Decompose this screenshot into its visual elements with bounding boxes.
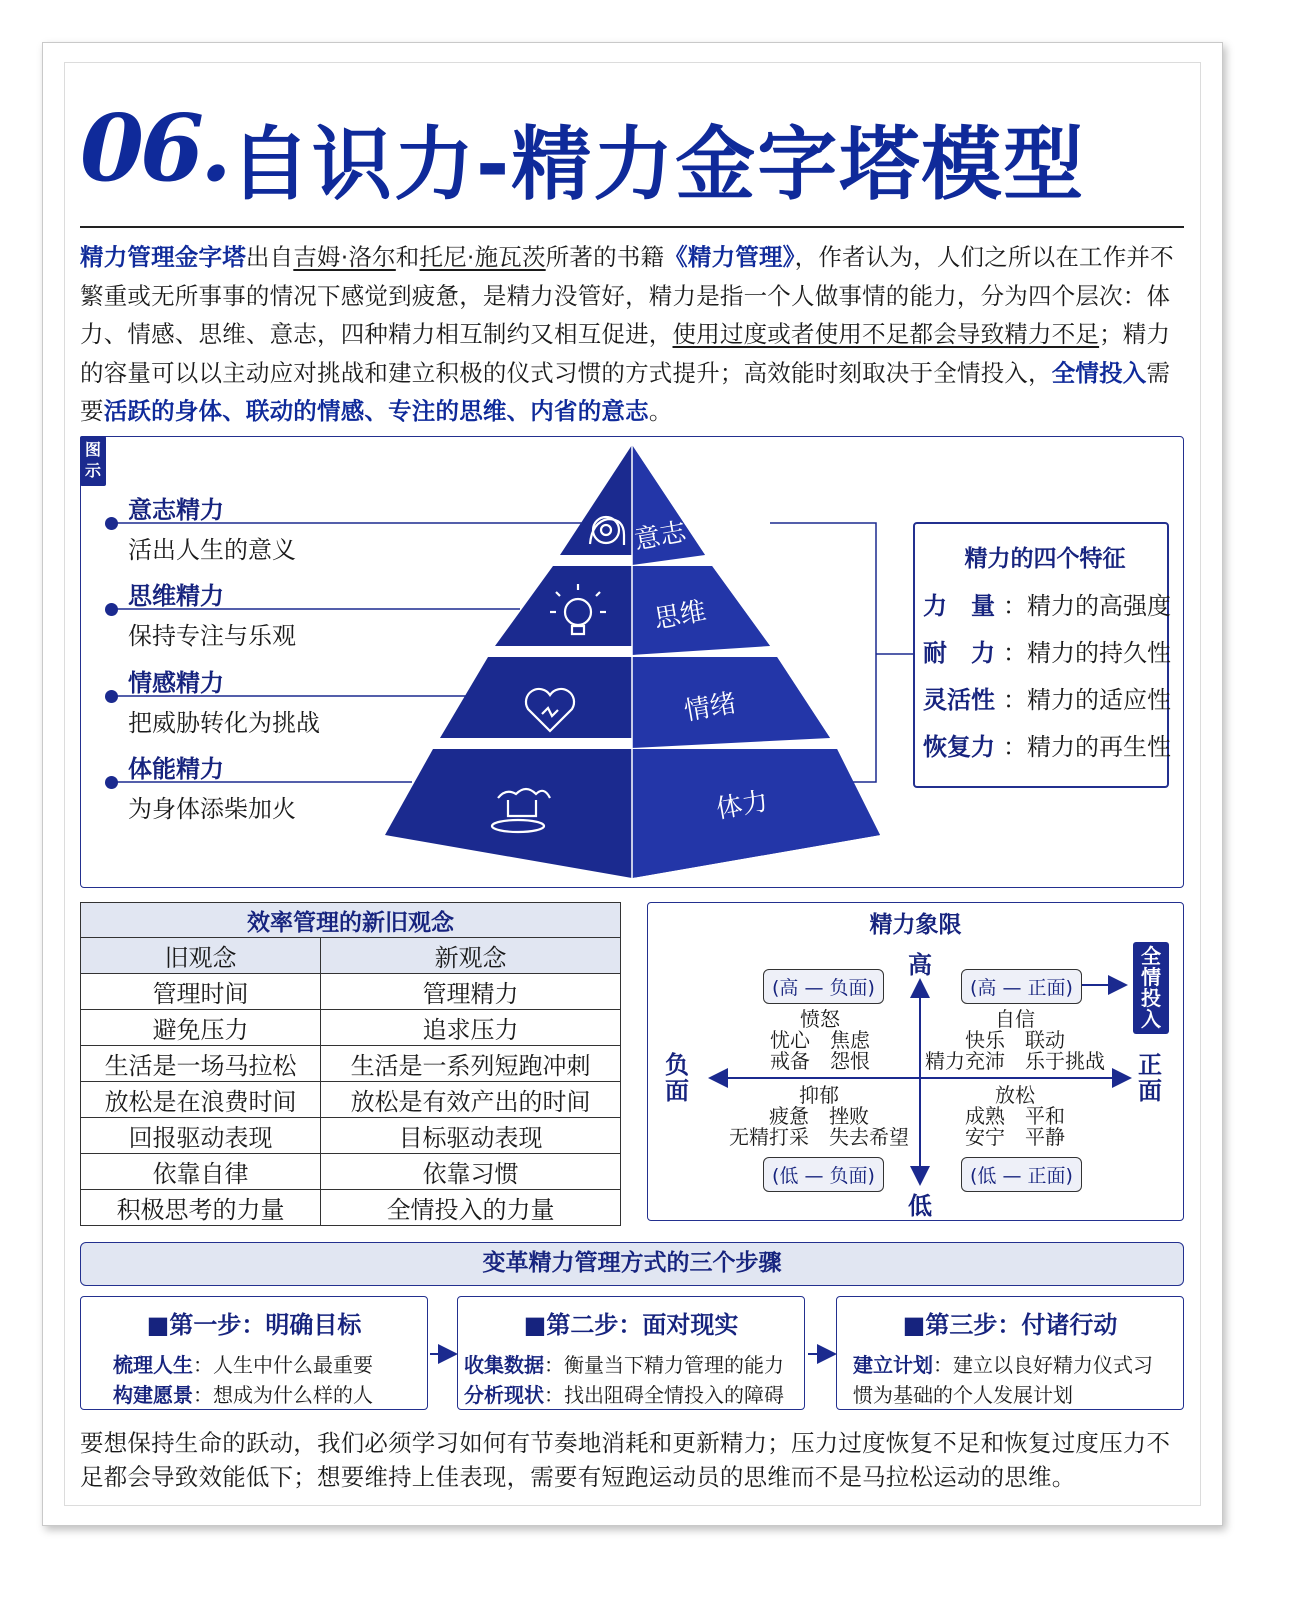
features-title: 精力的四个特征 <box>964 546 1126 572</box>
table-cell-new: 目标驱动表现 <box>321 1118 621 1154</box>
feature-value: ：精力的持久性 <box>1003 639 1171 667</box>
word: 安宁 平静 <box>965 1125 1065 1149</box>
label-desc-thought: 保持专注与乐观 <box>128 622 296 650</box>
axis-label-low: 低 <box>908 1192 932 1220</box>
step-key: 构建愿景 <box>113 1383 193 1407</box>
intro-text-12: 需要 <box>80 358 1171 425</box>
feature-value: ：精力的适应性 <box>1003 686 1171 714</box>
quadrant-tag-low-positive: (低 — 正面) <box>961 1157 1082 1192</box>
step-value: ：建立以良好精力仪式习 <box>933 1353 1153 1377</box>
quadrant-tag-high-positive: (高 — 正面) <box>961 969 1082 1004</box>
feature-value: ：精力的再生性 <box>1003 733 1171 761</box>
axis-label-positive: 正面 <box>1138 1051 1162 1105</box>
intro-underline-1: 吉姆·洛尔 <box>293 243 396 271</box>
word: 精力充沛 乐于挑战 <box>925 1049 1105 1073</box>
intro-bold-1: 精力管理金字塔 <box>80 243 246 271</box>
intro-text-10: ；精力的容量可以以主动应对挑战和建立积极的仪式习惯的方式提升；高效能时刻取决于全情投入， <box>80 320 1171 387</box>
page-title: 自识力-精力金字塔模型 <box>230 118 1086 211</box>
layer-label-emotion: 情绪 <box>682 688 739 727</box>
word: 成熟 平和 <box>965 1104 1065 1128</box>
layer-label-will: 意志 <box>632 517 689 556</box>
table-cell-old: 积极思考的力量 <box>81 1190 321 1226</box>
label-desc-will: 活出人生的意义 <box>128 536 296 564</box>
label-title-thought: 思维精力 <box>128 582 224 610</box>
table-cell-new: 全情投入的力量 <box>321 1190 621 1226</box>
word: 愤怒 <box>800 1007 840 1031</box>
word: 忧心 焦虑 <box>770 1028 870 1052</box>
table-caption: 效率管理的新旧观念 <box>81 903 621 938</box>
word: 无精打采 失去希望 <box>729 1125 909 1149</box>
table-header-old: 旧观念 <box>81 938 321 974</box>
intro-bold-13: 活跃的身体、联动的情感、专注的思维、内省的意志 <box>103 397 649 425</box>
table-cell-new: 追求压力 <box>321 1010 621 1046</box>
step-title: ■第二步：面对现实 <box>523 1311 739 1339</box>
word: 快乐 联动 <box>965 1028 1065 1052</box>
quadrant-title: 精力象限 <box>869 912 962 938</box>
layer-label-thought: 思维 <box>652 596 709 635</box>
step-title: ■第一步：明确目标 <box>146 1311 362 1339</box>
diagram-tag: 图示 <box>80 436 106 486</box>
feature-key: 恢复力 <box>923 733 995 761</box>
word: 抑郁 <box>799 1083 839 1107</box>
step-title: ■第三步：付诸行动 <box>902 1311 1118 1339</box>
quadrant-tag-high-negative: (高 — 负面) <box>763 969 884 1004</box>
feature-key: 力 量 <box>923 592 995 620</box>
label-desc-body: 为身体添柴加火 <box>128 795 296 823</box>
intro-text-4: 和 <box>395 243 420 271</box>
step-key: 梳理人生 <box>113 1353 193 1377</box>
table-cell-new: 放松是有效产出的时间 <box>321 1082 621 1118</box>
step-value: ：人生中什么最重要 <box>193 1353 373 1377</box>
step-value: ：想成为什么样的人 <box>193 1383 373 1407</box>
axis-label-negative: 负面 <box>665 1051 689 1105</box>
table-cell-new: 生活是一系列短跑冲刺 <box>321 1046 621 1082</box>
label-title-will: 意志精力 <box>128 496 224 524</box>
table-cell-new: 管理精力 <box>321 974 621 1010</box>
step-key: 收集数据 <box>464 1353 544 1377</box>
intro-text-6: 所著的书籍 <box>545 243 665 271</box>
step-value: 惯为基础的个人发展计划 <box>853 1383 1073 1407</box>
table-cell-old: 管理时间 <box>81 974 321 1010</box>
table-cell-new: 依靠习惯 <box>321 1154 621 1190</box>
intro-bold-book: 《精力管理》 <box>664 243 795 271</box>
table-header-new: 新观念 <box>321 938 621 974</box>
label-desc-emotion: 把威胁转化为挑战 <box>128 709 320 737</box>
table-cell-old: 避免压力 <box>81 1010 321 1046</box>
intro-bold-11: 全情投入 <box>1051 358 1147 387</box>
word: 戒备 怨恨 <box>770 1049 870 1073</box>
intro-underline-2: 托尼·施瓦茨 <box>419 243 546 271</box>
steps-banner: 变革精力管理方式的三个步骤 <box>80 1242 1184 1286</box>
table-cell-old: 依靠自律 <box>81 1154 321 1190</box>
word: 疲惫 挫败 <box>769 1104 869 1128</box>
word: 自信 <box>995 1007 1035 1031</box>
table-cell-old: 回报驱动表现 <box>81 1118 321 1154</box>
title-number: 06. <box>80 94 229 202</box>
table-cell-old: 放松是在浪费时间 <box>81 1082 321 1118</box>
intro-underline-3: 使用过度或者使用不足都会导致精力不足 <box>672 320 1100 348</box>
intro-text-8: ，作者认为，人们之所以在工作并不繁重或无所事事的情况下感觉到疲惫，是精力没管好，精力是指一个人做事情的能力，分为四个层次：体力、情感、思维、意志，四种精力相互制约又相互促进， <box>80 243 1174 348</box>
step-value: ：找出阻碍全情投入的障碍 <box>544 1383 784 1407</box>
feature-key: 耐 力 <box>923 639 995 667</box>
step-key: 建立计划 <box>853 1353 933 1377</box>
full-engagement-tag: 全情投入 <box>1133 942 1169 1034</box>
step-value: ：衡量当下精力管理的能力 <box>544 1353 784 1377</box>
label-title-emotion: 情感精力 <box>128 669 224 697</box>
intro-text-2: 出自 <box>245 243 294 271</box>
intro-text-14: 。 <box>648 397 673 425</box>
feature-key: 灵活性 <box>923 686 995 714</box>
label-title-body: 体能精力 <box>128 755 224 783</box>
axis-label-high: 高 <box>908 951 932 979</box>
table-cell-old: 生活是一场马拉松 <box>81 1046 321 1082</box>
step-key: 分析现状 <box>464 1383 544 1407</box>
feature-value: ：精力的高强度 <box>1003 592 1171 620</box>
quadrant-tag-low-negative: (低 — 负面) <box>763 1157 884 1192</box>
layer-label-body: 体力 <box>714 786 771 825</box>
outro-paragraph: 要想保持生命的跃动，我们必须学习如何有节奏地消耗和更新精力；压力过度恢复不足和恢复过度压力不足都会导致效能低下；想要维持上佳表现，需要有短跑运动员的思维而不是马拉松运动的思维。 <box>80 1429 1171 1491</box>
word: 放松 <box>995 1083 1035 1107</box>
